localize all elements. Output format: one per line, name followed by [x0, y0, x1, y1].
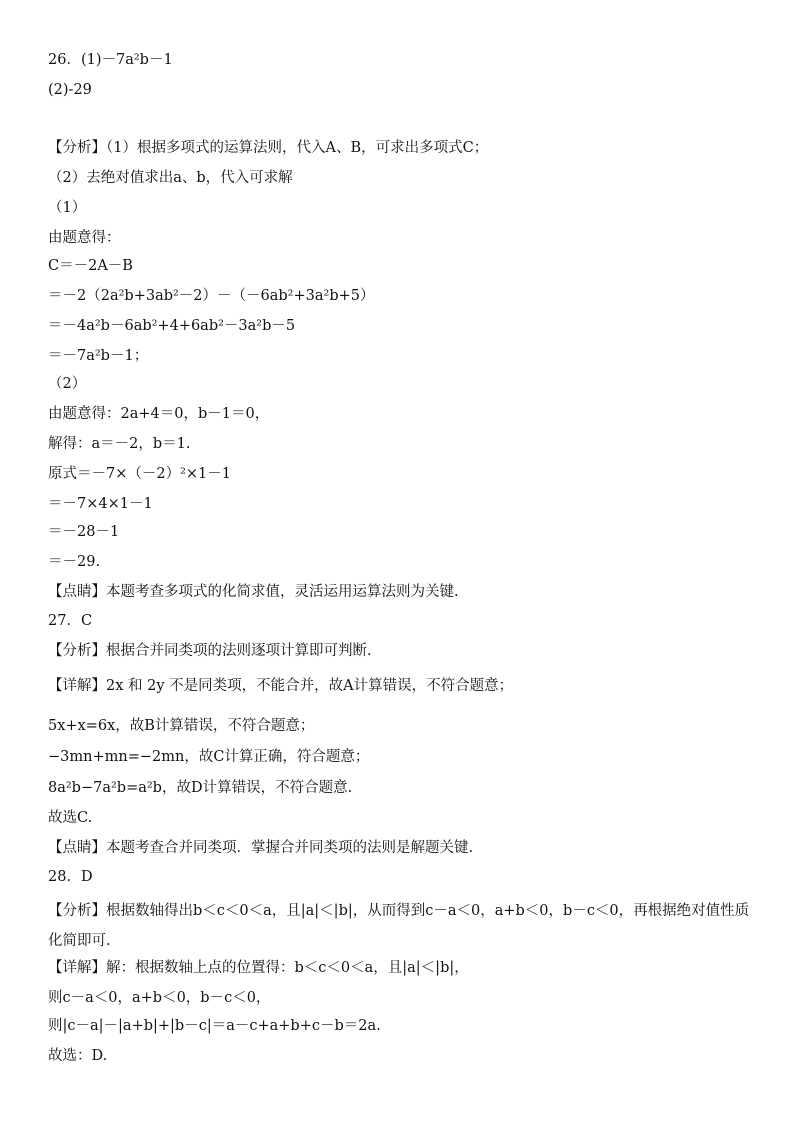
- choice-27: 故选C.: [48, 810, 93, 826]
- solution-26-text: 由题意得：: [48, 230, 121, 246]
- solution-26-step: ＝－7a²b－1；: [48, 348, 149, 364]
- solution-26-part1-heading: （1）: [48, 200, 87, 216]
- solution-26-step: ＝－28－1: [48, 524, 120, 540]
- solution-26-part2-heading: （2）: [48, 376, 87, 392]
- detail-27-option-c: −3mn+mn=−2mn，故C计算正确，符合题意；: [48, 749, 370, 765]
- answer-28: 28．D: [48, 869, 93, 885]
- solution-26-step: ＝－2（2a²b+3ab²－2）－（－6ab²+3a²b+5）: [48, 288, 375, 304]
- analysis-27: 【分析】根据合并同类项的法则逐项计算即可判断.: [48, 643, 372, 659]
- answer-26-part1: 26．(1)－7a²b－1: [48, 52, 173, 68]
- detail-28-step1: 【详解】解：根据数轴上点的位置得：b＜c＜0＜a，且|a|＜|b|，: [48, 960, 469, 976]
- solution-26-text: 由题意得：2a+4＝0，b－1＝0，: [48, 406, 270, 422]
- solution-26-text: 解得：a＝－2，b＝1.: [48, 436, 191, 452]
- comment-27: 【点睛】本题考查合并同类项．掌握合并同类项的法则是解题关键.: [48, 840, 474, 856]
- analysis-26-step1: 【分析】（1）根据多项式的运算法则，代入A、B，可求出多项式C；: [48, 140, 489, 156]
- answer-27: 27．C: [48, 613, 93, 629]
- solution-26-step: ＝－4a²b－6ab²+4+6ab²－3a²b－5: [48, 318, 296, 334]
- detail-28-step3: 则|c－a|－|a+b|+|b－c|＝a－c+a+b+c－b＝2a.: [48, 1018, 381, 1034]
- solution-26-step: 原式＝－7×（－2）²×1－1: [48, 466, 232, 482]
- detail-27-option-a: 【详解】2x 和 2y 不是同类项，不能合并，故A计算错误，不符合题意；: [48, 678, 514, 694]
- detail-28-step2: 则c－a＜0，a+b＜0，b－c＜0，: [48, 990, 271, 1006]
- analysis-28: 【分析】根据数轴得出b＜c＜0＜a，且|a|＜|b|，从而得到c－a＜0，a+b＜0，b－c＜0，再根据绝对值性质化简即可.: [48, 903, 750, 949]
- answer-26-part2: (2)-29: [48, 82, 92, 98]
- comment-26: 【点睛】本题考查多项式的化简求值，灵活运用运算法则为关键.: [48, 584, 459, 600]
- solution-26-formula: C＝－2A－B: [48, 258, 133, 274]
- solution-26-step: ＝－29.: [48, 554, 101, 570]
- choice-28: 故选：D.: [48, 1048, 108, 1064]
- analysis-26-step2: （2）去绝对值求出a、b，代入可求解: [48, 170, 293, 186]
- detail-27-option-b: 5x+x=6x，故B计算错误，不符合题意；: [48, 718, 315, 734]
- solution-26-step: ＝－7×4×1－1: [48, 496, 153, 512]
- detail-27-option-d: 8a²b−7a²b=a²b，故D计算错误，不符合题意.: [48, 780, 353, 796]
